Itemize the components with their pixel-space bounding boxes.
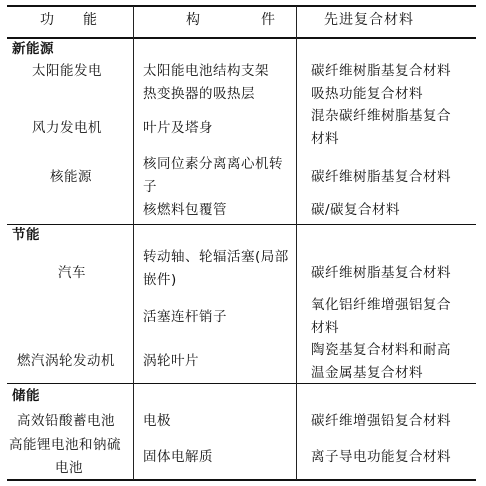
section-divider-1 bbox=[7, 224, 476, 225]
function-battery-2b: 电池 bbox=[55, 460, 83, 476]
material-battery-2: 离子导电功能复合材料 bbox=[311, 449, 451, 465]
material-solar-2: 吸热功能复合材料 bbox=[311, 86, 423, 102]
material-car-2b: 材料 bbox=[311, 320, 339, 336]
component-nuclear-1a: 核同位素分离离心机转 bbox=[143, 156, 283, 172]
material-turbine-2: 温金属基复合材料 bbox=[311, 365, 423, 381]
section-title-saving: 节能 bbox=[12, 227, 40, 243]
material-solar-1: 碳纤维树脂基复合材料 bbox=[311, 63, 451, 79]
function-car: 汽车 bbox=[58, 265, 86, 281]
component-turbine: 涡轮叶片 bbox=[143, 353, 199, 369]
header-component: 构 件 bbox=[186, 12, 276, 28]
component-solar-2: 热变换器的吸热层 bbox=[143, 86, 255, 102]
component-wind: 叶片及塔身 bbox=[143, 120, 213, 136]
material-car-1: 碳纤维树脂基复合材料 bbox=[311, 265, 451, 281]
function-turbine: 燃汽涡轮发动机 bbox=[17, 353, 115, 369]
component-car-1a: 转动轴、轮辐活塞(局部 bbox=[143, 249, 289, 265]
component-car-1b: 嵌件) bbox=[143, 272, 177, 288]
material-turbine-1: 陶瓷基复合材料和耐高 bbox=[311, 342, 451, 358]
function-solar: 太阳能发电 bbox=[32, 63, 102, 79]
component-battery-2: 固体电解质 bbox=[143, 449, 213, 465]
component-nuclear-1b: 子 bbox=[143, 179, 157, 195]
component-battery-1: 电极 bbox=[143, 413, 171, 429]
section-title-storage: 储能 bbox=[12, 388, 40, 404]
material-wind-1: 混杂碳纤维树脂基复合 bbox=[311, 108, 451, 124]
section-title-new-energy: 新能源 bbox=[12, 41, 54, 57]
component-car-2: 活塞连杆销子 bbox=[143, 309, 227, 325]
function-nuclear: 核能源 bbox=[50, 169, 92, 185]
component-solar-1: 太阳能电池结构支架 bbox=[143, 63, 269, 79]
header-material: 先进复合材料 bbox=[324, 12, 414, 28]
function-battery-1: 高效铅酸蓄电池 bbox=[17, 413, 115, 429]
material-battery-1: 碳纤维增强铅复合材料 bbox=[311, 413, 451, 429]
function-battery-2a: 高能锂电池和钠硫 bbox=[9, 437, 121, 453]
function-wind: 风力发电机 bbox=[32, 120, 102, 136]
section-divider-2 bbox=[7, 383, 476, 384]
header-bottom-rule bbox=[7, 37, 476, 39]
column-divider-1 bbox=[133, 6, 134, 480]
material-car-2a: 氧化铝纤维增强铝复合 bbox=[311, 297, 451, 313]
table-top-rule bbox=[7, 5, 476, 7]
table-bottom-rule bbox=[7, 479, 476, 481]
material-wind-2: 材料 bbox=[311, 131, 339, 147]
material-nuclear-1: 碳纤维树脂基复合材料 bbox=[311, 169, 451, 185]
header-function: 功 能 bbox=[40, 12, 98, 28]
column-divider-2 bbox=[296, 6, 297, 480]
component-nuclear-2: 核燃料包覆管 bbox=[143, 202, 227, 218]
material-nuclear-2: 碳/碳复合材料 bbox=[311, 202, 401, 218]
